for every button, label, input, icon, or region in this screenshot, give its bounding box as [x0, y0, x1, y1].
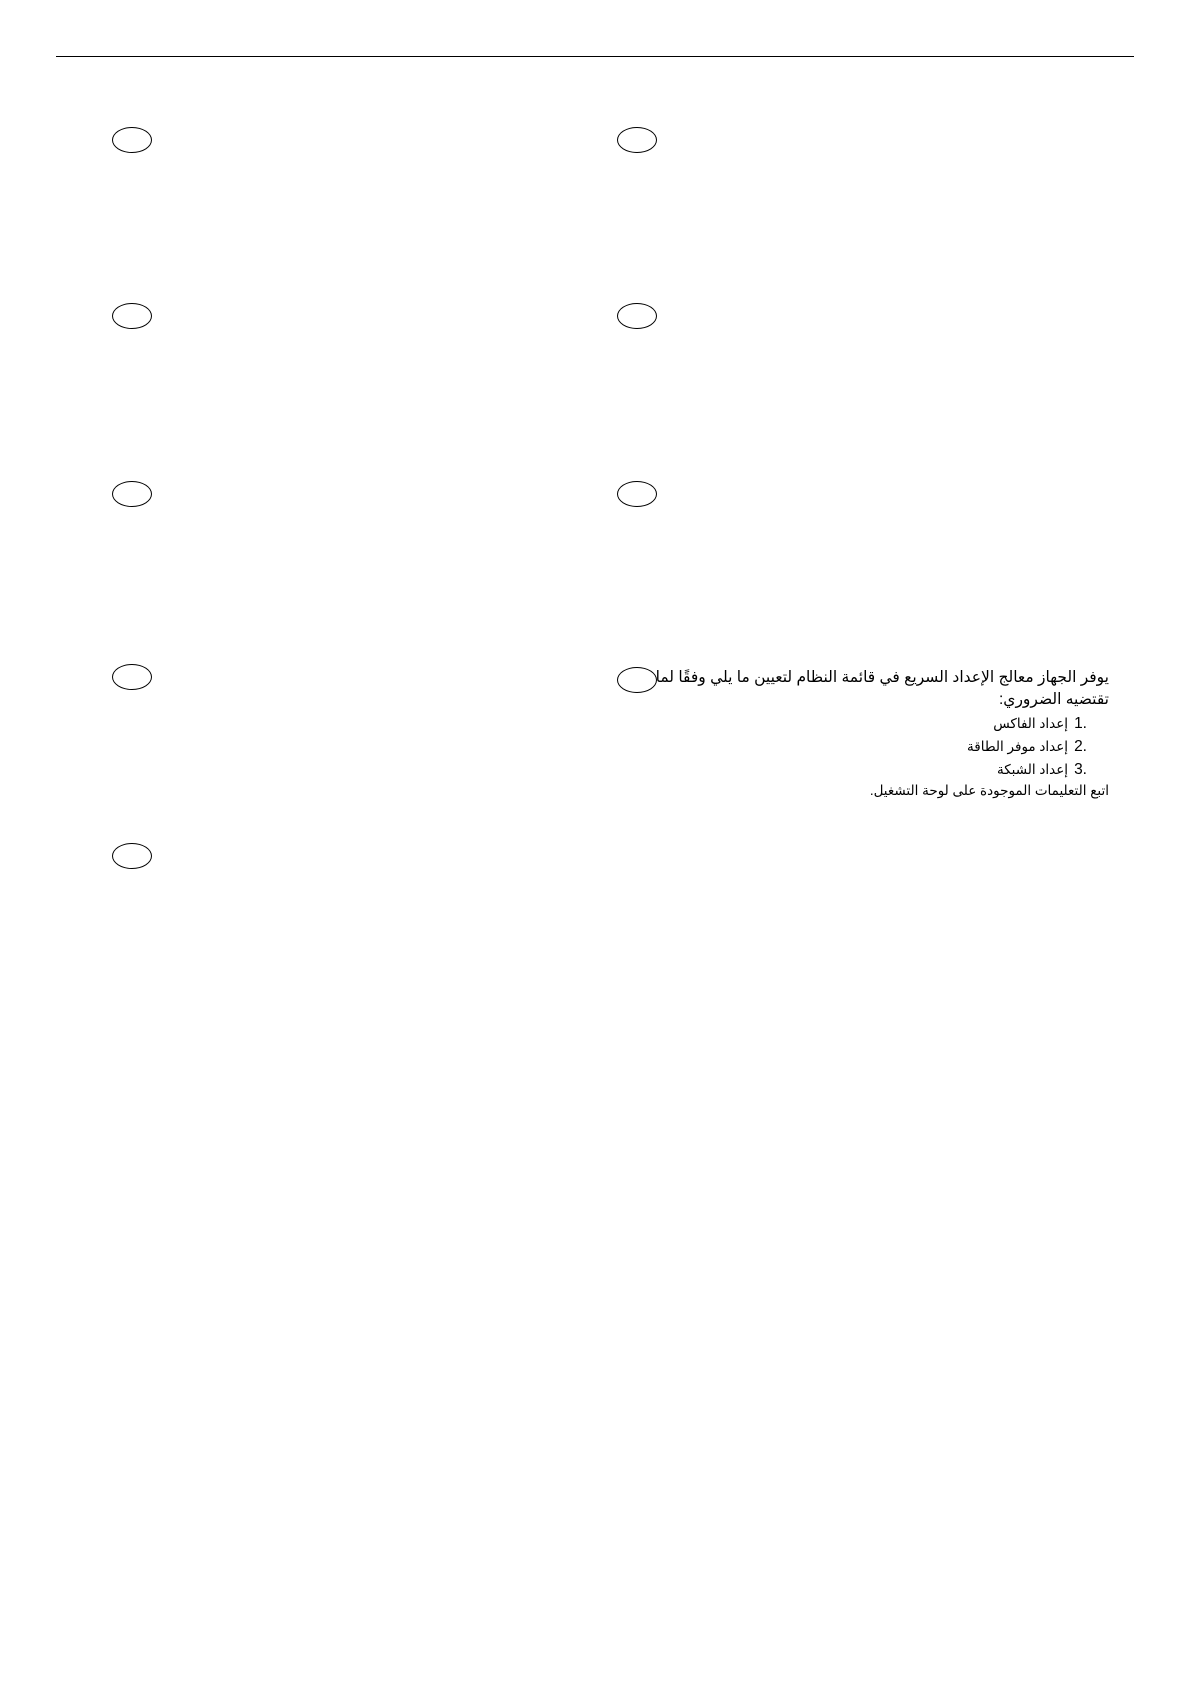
intro-paragraph: يوفر الجهاز معالج الإعداد السريع في قائمة النظام لتعيين ما يلي وفقًا لما تقتضيه الضروري:	[655, 669, 1109, 708]
header-rule	[56, 56, 1134, 57]
operation-panel-instruction: اتبع التعليمات الموجودة على لوحة التشغيل.	[869, 783, 1109, 798]
step-label: إعداد الشبكة	[996, 762, 1069, 777]
step-number: 2.	[1074, 738, 1087, 755]
step-label: إعداد موفر الطاقة	[967, 739, 1069, 754]
step-number: 1.	[1074, 715, 1087, 732]
language-marker-oval	[112, 481, 152, 507]
language-marker-oval	[112, 664, 152, 690]
setup-step-network	[649, 758, 1087, 781]
language-marker-oval	[112, 843, 152, 869]
setup-step-energy-saver	[649, 735, 1087, 758]
language-marker-oval	[617, 127, 657, 153]
step-number: 3.	[1074, 761, 1087, 778]
setup-step-fax	[649, 712, 1087, 735]
language-marker-oval	[617, 303, 657, 329]
language-marker-oval	[112, 303, 152, 329]
arabic-quick-setup-text	[649, 667, 1109, 801]
language-marker-oval	[617, 481, 657, 507]
language-marker-oval	[112, 127, 152, 153]
step-label: إعداد الفاكس	[993, 716, 1069, 731]
setup-steps-list	[649, 712, 1109, 781]
